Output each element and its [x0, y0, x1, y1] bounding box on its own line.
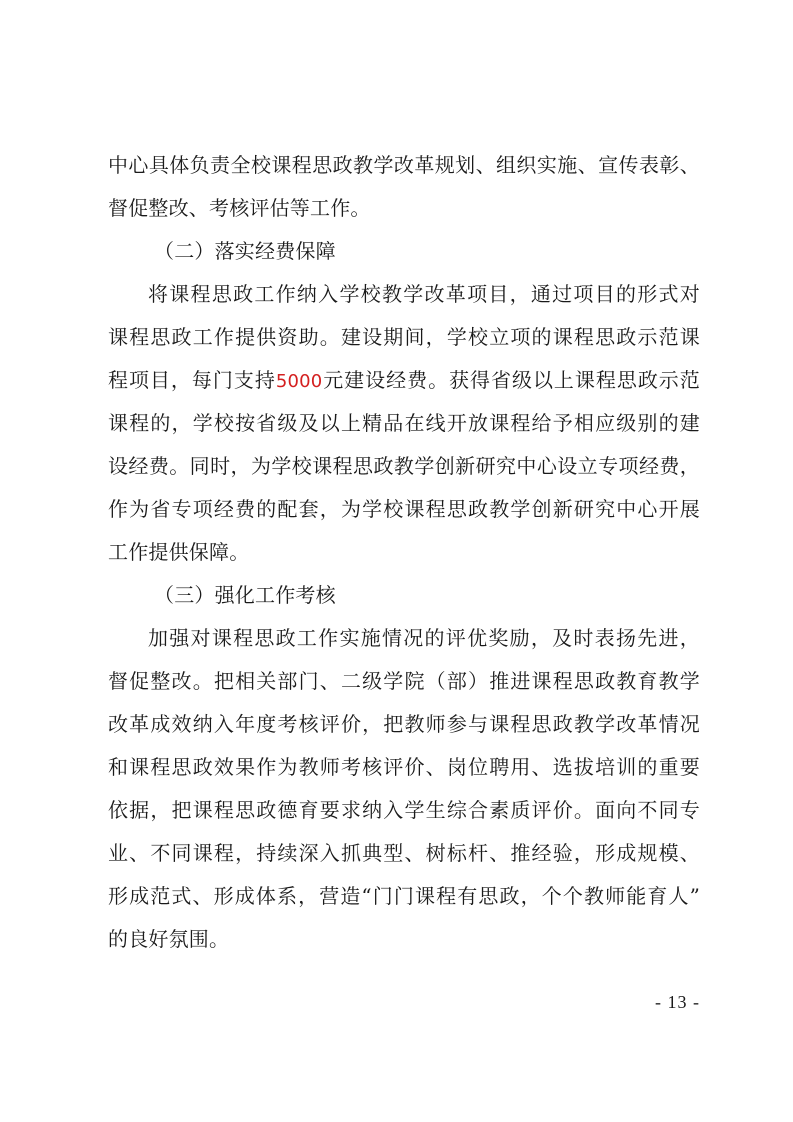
line-5-part-b: 元建设经费。获得省级以上课程思政示范 [322, 368, 700, 392]
funding-amount: 5000 [275, 371, 323, 392]
paragraph-line-17: 的良好氛围。 [108, 927, 230, 951]
paragraph-line-9: 工作提供保障。 [108, 540, 250, 564]
page-number: - 13 - [655, 992, 700, 1012]
paragraph-line-12: 改革成效纳入年度考核评价，把教师参与课程思政教学改革情况 [108, 712, 700, 736]
line-5-part-a: 程项目，每门支持 [108, 368, 276, 392]
section-heading-assessment: （三）强化工作考核 [154, 583, 336, 607]
paragraph-line-15: 业、不同课程，持续深入抓典型、树标杆、推经验，形成规模、 [108, 841, 700, 865]
paragraph-line-4: 课程思政工作提供资助。建设期间，学校立项的课程思政示范课 [108, 325, 700, 349]
paragraph-line-8: 作为省专项经费的配套，为学校课程思政教学创新研究中心开展 [108, 497, 700, 521]
paragraph-line-13: 和课程思政效果作为教师考核评价、岗位聘用、选拔培训的重要 [108, 755, 700, 779]
paragraph-line-11: 督促整改。把相关部门、二级学院（部）推进课程思政教育教学 [108, 669, 700, 693]
paragraph-line-5 [108, 360, 700, 400]
paragraph-line-2: 督促整改、考核评估等工作。 [108, 196, 371, 220]
paragraph-line-16: 形成范式、形成体系，营造“门门课程有思政，个个教师能育人” [108, 884, 700, 908]
section-heading-funding: （二）落实经费保障 [154, 239, 336, 263]
paragraph-line-6: 课程的，学校按省级及以上精品在线开放课程给予相应级别的建 [108, 411, 700, 435]
paragraph-line-1: 中心具体负责全校课程思政教学改革规划、组织实施、宣传表彰、 [108, 153, 700, 177]
paragraph-line-7: 设经费。同时，为学校课程思政教学创新研究中心设立专项经费， [108, 454, 700, 478]
paragraph-line-10: 加强对课程思政工作实施情况的评优奖励，及时表扬先进， [148, 626, 700, 650]
paragraph-line-14: 依据，把课程思政德育要求纳入学生综合素质评价。面向不同专 [108, 798, 700, 822]
paragraph-line-3: 将课程思政工作纳入学校教学改革项目，通过项目的形式对 [148, 282, 700, 306]
